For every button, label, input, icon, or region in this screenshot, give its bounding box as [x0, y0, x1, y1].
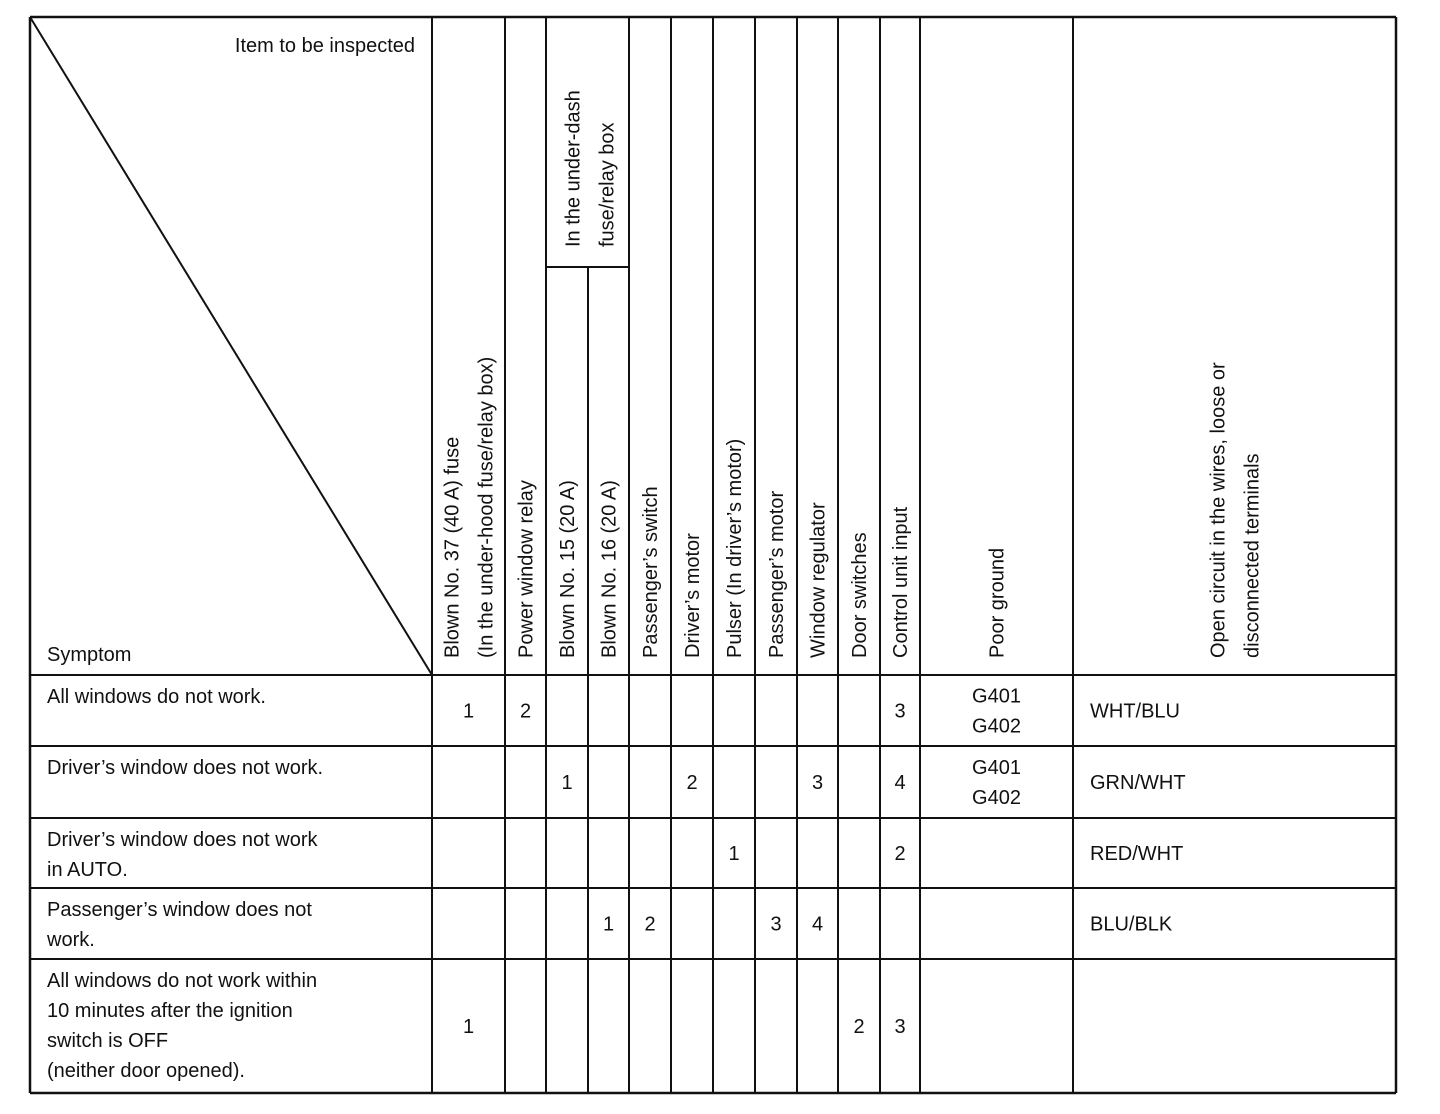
ground-point: G401 — [972, 757, 1021, 779]
check-order-number: 1 — [462, 1016, 475, 1038]
column-header-pmotor: Passenger’s motor — [766, 490, 788, 658]
column-header-open: Open circuit in the wires, loose or — [1207, 362, 1230, 658]
symptom-label: Symptom — [47, 644, 132, 666]
column-header-control: Control unit input — [890, 506, 912, 658]
wire-color: WHT/BLU — [1090, 700, 1180, 723]
check-order-number: 4 — [894, 772, 906, 794]
column-header-pswitch: Passenger’s switch — [640, 486, 662, 658]
symptom-text: Driver’s window does not work. — [47, 757, 324, 779]
column-header-ground: Poor ground — [986, 547, 1009, 658]
check-order-number: 2 — [894, 843, 906, 865]
check-order-number: 2 — [853, 1016, 865, 1038]
symptom-text: All windows do not work within — [47, 970, 318, 992]
symptom-text: Passenger’s window does not — [47, 899, 312, 921]
item-to-be-inspected-label: Item to be inspected — [234, 35, 415, 57]
check-order-number: 1 — [728, 843, 740, 865]
symptom-text: Driver’s window does not work — [47, 829, 318, 851]
check-order-number: 1 — [602, 913, 615, 936]
check-order-number: 2 — [519, 700, 532, 723]
column-header-relay: Power window relay — [515, 480, 538, 658]
symptom-text: (neither door opened). — [47, 1060, 245, 1082]
check-order-number: 1 — [561, 772, 573, 794]
column-header-door: Door switches — [849, 532, 871, 658]
check-order-number: 3 — [811, 772, 824, 794]
wire-color: RED/WHT — [1090, 843, 1184, 865]
column-header-f15: Blown No. 15 (20 A) — [557, 480, 579, 658]
check-order-number: 2 — [644, 913, 656, 936]
column-header-open: disconnected terminals — [1241, 453, 1264, 658]
check-order-number: 3 — [894, 700, 906, 723]
ground-point: G401 — [972, 685, 1021, 708]
column-header-f16: Blown No. 16 (20 A) — [598, 480, 621, 658]
symptom-text: 10 minutes after the ignition — [47, 1000, 293, 1022]
symptom-text: switch is OFF — [47, 1030, 169, 1052]
group-header-label: In the under-dash — [562, 90, 585, 247]
ground-point: G402 — [972, 787, 1021, 809]
check-order-number: 3 — [894, 1016, 906, 1038]
check-order-number: 1 — [462, 700, 475, 723]
column-header-c37: (In the under-hood fuse/relay box) — [475, 356, 498, 658]
check-order-number: 3 — [770, 913, 782, 936]
check-order-number: 4 — [811, 913, 824, 936]
symptom-text: All windows do not work. — [47, 686, 266, 708]
column-header-pulser: Pulser (In driver’s motor) — [724, 438, 746, 658]
corner-diagonal — [30, 17, 432, 675]
column-header-c37: Blown No. 37 (40 A) fuse — [441, 436, 464, 658]
group-header-label: fuse/relay box — [596, 122, 619, 247]
symptom-text: in AUTO. — [47, 859, 128, 881]
wire-color: BLU/BLK — [1090, 913, 1173, 936]
wire-color: GRN/WHT — [1090, 772, 1186, 794]
ground-point: G402 — [972, 715, 1021, 738]
symptom-text: work. — [47, 929, 95, 951]
check-order-number: 2 — [686, 772, 698, 794]
column-header-regulator: Window regulator — [807, 502, 830, 658]
column-header-dmotor: Driver’s motor — [682, 533, 704, 658]
